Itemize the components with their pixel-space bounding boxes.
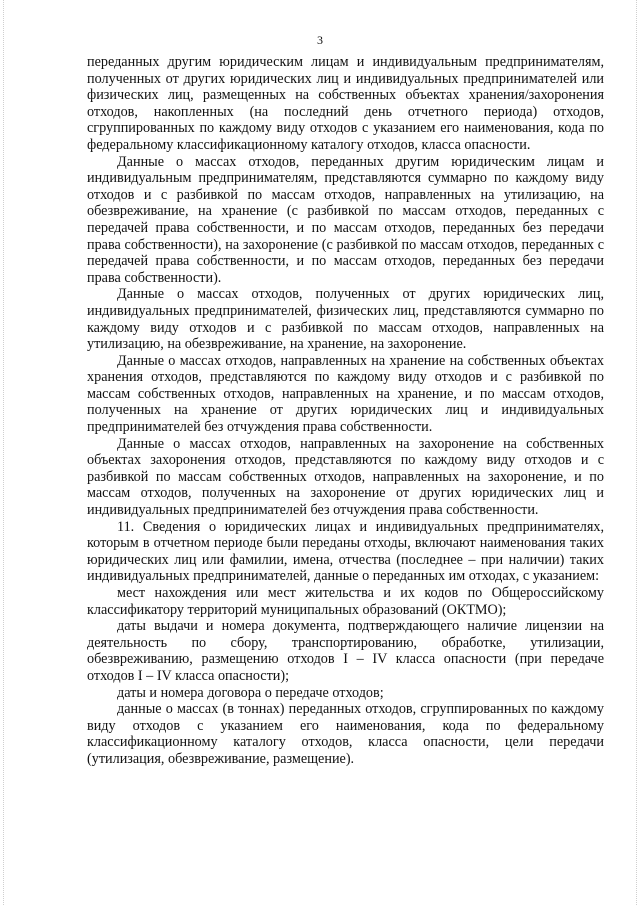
paragraph-transferred-waste: Данные о массах отходов, переданных другим юридическим лицам и индивидуальным предпринимателям, представляются суммарно по каждому виду отходов и с разбивкой по массам отходов, направленных на утилизацию, на обезвреживание, на хранение (с разбивкой по массам отходов, переданных с передачей права собственности, и по массам отходов, переданных без передачи права собственности), на захоронение (с разбивкой по массам отходов, переданных с передачей права собственности, и по массам отходов, переданных без передачи права собственности).	[87, 153, 604, 286]
left-edge-mark	[3, 0, 4, 905]
paragraph-burial-waste: Данные о массах отходов, направленных на захоронение на собственных объектах захоронения отходов, представляются по каждому виду отходов и с разбивкой по массам собственных отходов, направленных на захоронение, и по массам отходов, полученных на захоронение от других юридических лиц и индивидуальных предпринимателей без отчуждения права собственности.	[87, 435, 604, 519]
document-body	[87, 54, 604, 768]
paragraph-item-11: 11. Сведения о юридических лицах и индивидуальных предпринимателях, которым в отчетном периоде были переданы отходы, включают наименования таких юридических лиц или фамилии, имена, отчества (последнее – при наличии) таких индивидуальных предпринимателей, данные о переданных им отходах, с указанием:	[87, 518, 604, 585]
paragraph-received-waste: Данные о массах отходов, полученных от других юридических лиц, индивидуальных предпринимателей, физических лиц, представляются суммарно по каждому виду отходов и с разбивкой по массам отходов, направленных на утилизацию, на обезвреживание, на хранение, на захоронение.	[87, 286, 604, 353]
paragraph-mass-data: данные о массах (в тоннах) переданных отходов, сгруппированных по каждому виду отходов с указанием его наименования, кода по федеральному классификационному каталогу отходов, класса опасности, цели передачи (утилизация, обезвреживание, размещение).	[87, 701, 604, 767]
paragraph-license: даты выдачи и номера документа, подтверждающего наличие лицензии на деятельность по сбору, транспортированию, обработке, утилизации, обезвреживанию, размещению отходов I – IV класса опасности (при передаче отходов I – IV класса опасности);	[87, 618, 604, 684]
paragraph-contract: даты и номера договора о передаче отходов;	[117, 684, 384, 701]
right-edge-mark	[636, 0, 637, 905]
paragraph-storage-waste: Данные о массах отходов, направленных на хранение на собственных объектах хранения отходов, представляются по каждому виду отходов и с разбивкой по массам собственных отходов, направленных на хранение, и по массам отходов, полученных на хранение от других юридических лиц и индивидуальных предпринимателей без отчуждения права собственности.	[87, 352, 604, 436]
page-number: 3	[317, 33, 323, 47]
paragraph-continuation: переданных другим юридическим лицам и индивидуальным предпринимателям, полученных от других юридических лиц и индивидуальных предпринимателей или физических лиц, размещенных на собственных объектах хранения/захоронения отходов, накопленных (на последний день отчетного периода) отходов, сгруппированных по каждому виду отходов с указанием его наименования, кода по федеральному классификационному каталогу отходов, класса опасности.	[87, 54, 604, 153]
paragraph-location: мест нахождения или мест жительства и их кодов по Общероссийскому классификатору территорий муниципальных образований (ОКТМО);	[87, 585, 604, 618]
